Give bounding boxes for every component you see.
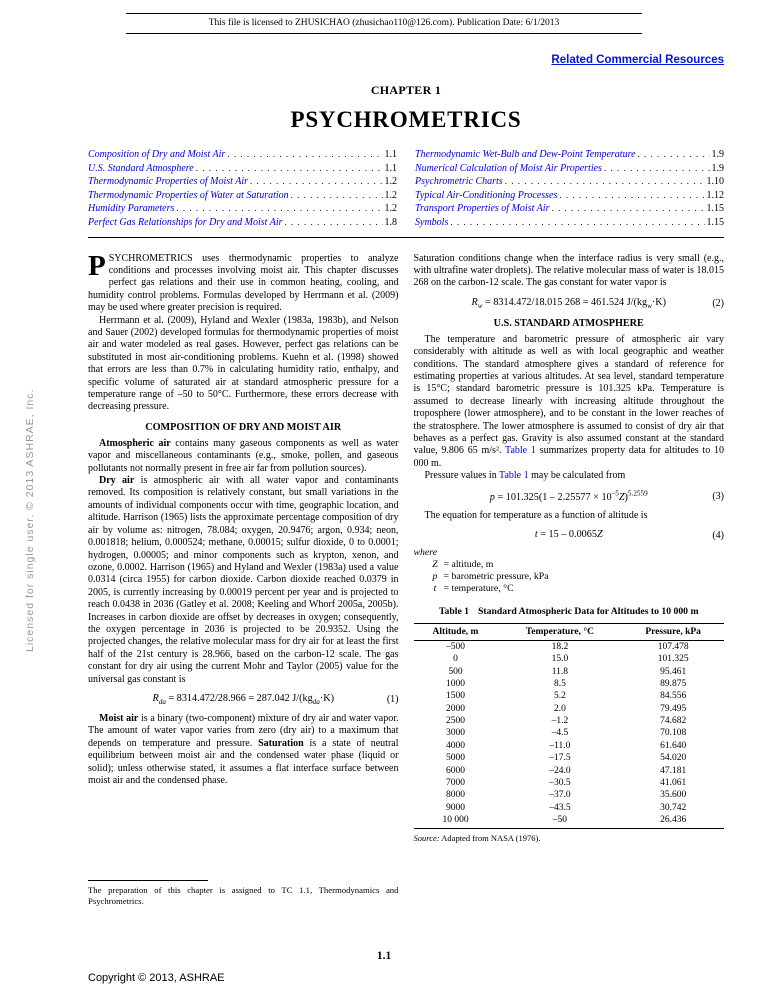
equation-1-tail: ·K) (319, 692, 335, 704)
table-caption-title: Standard Atmospheric Data for Altitudes to 10 000 m (478, 605, 699, 617)
toc-item (415, 216, 724, 230)
table-cell: 11.8 (551, 666, 569, 677)
toc-dot-leader (250, 175, 383, 189)
table-row (414, 665, 725, 677)
table-row (414, 752, 725, 764)
table-cell: 89.875 (660, 678, 687, 689)
toc-item (88, 189, 397, 203)
table-row (414, 678, 725, 690)
toc-link-symbols[interactable]: Symbols (415, 216, 449, 228)
equation-2 (414, 297, 725, 310)
table-row (414, 703, 725, 715)
table-row (414, 653, 725, 665)
toc-dot-leader (559, 189, 704, 203)
toc-page-number: 1.9 (711, 162, 724, 174)
table-cell: 4000 (446, 740, 465, 751)
table-row (414, 764, 725, 776)
table-caption (414, 606, 725, 617)
toc-dot-leader (196, 162, 383, 176)
table-cell: 54.020 (660, 753, 687, 764)
toc-dot-leader (604, 162, 710, 176)
paragraph-herrmann: Herrmann et al. (2009), Hyland and Wexler (1983a, 1983b), and Nelson and Sauer (2002) developed formulas for thermodynamic properties of moist air and water modeled as real gases. However, perfect gas relations can be substituted in most air-conditioning problems. Kuehn et al. (1998) showed that errors are less than 0.7% in calculating humidity ratio, enthalpy, and specific volume of saturated air at standard atmospheric pressure for a temperature range of –50 to 50°C. Furthermore, these errors decrease with decreasing pressure. (88, 314, 399, 413)
table-cell: –17.5 (549, 753, 571, 764)
equation-1-number: (1) (386, 693, 399, 705)
toc-item (415, 162, 724, 176)
equation-3-expression-2: ) (624, 492, 628, 504)
term-atmospheric-air: Atmospheric air (99, 437, 171, 449)
where-definition (414, 571, 725, 583)
table-row (414, 690, 725, 702)
table-cell: 1000 (446, 678, 465, 689)
equation-3-variable-z: Z (618, 492, 625, 504)
equation-3-body (489, 489, 648, 504)
definition-p: = barometric pressure, kPa (443, 571, 549, 583)
table-cell: 41.061 (660, 777, 687, 788)
table-cell: 2.0 (553, 703, 566, 714)
table-cell: –43.5 (549, 802, 571, 813)
table-source-text: Adapted from NASA (1976). (439, 833, 541, 844)
equation-3-exponent-1: –5 (611, 489, 619, 498)
paragraph-atmospheric-air-text: contains many gaseous components as well as water vapor and miscellaneous contaminants (e.g., smoke, pollen, and gaseous pollutants not normally present in free air far from pollution sources). (88, 437, 399, 474)
term-moist-air: Moist air (99, 713, 139, 724)
table-cell: 0 (453, 654, 458, 665)
table-cell: 2000 (446, 703, 465, 714)
toc-dot-leader (227, 148, 382, 162)
table-cell: 79.495 (660, 703, 687, 714)
table-cell: 10 000 (414, 814, 498, 829)
atmospheric-data-table (414, 606, 725, 843)
table-cell: –50 (498, 814, 623, 829)
table-caption-label: Table 1 (438, 605, 470, 617)
equation-4-expression: = 15 – 0.0065 (537, 529, 597, 541)
equation-3-variable: p (489, 492, 495, 504)
table-cell: –37.0 (549, 790, 571, 801)
toc-left-column (88, 148, 397, 230)
equation-3-number: (3) (712, 490, 724, 502)
table-cell: 8000 (446, 790, 465, 801)
table-cell: 3000 (446, 728, 465, 739)
table-row (414, 802, 725, 814)
table-cell: –1.2 (551, 716, 569, 727)
toc-dot-leader (505, 175, 705, 189)
where-label: where (413, 547, 438, 559)
equation-1-variable: R (152, 692, 159, 704)
equation-1-expression: = 8314.472/28.966 = 287.042 J/(kg (165, 692, 313, 704)
body-columns (88, 249, 724, 909)
equation-3-expression-1: = 101.325(1 – 2.25577 × 10 (494, 492, 612, 504)
table-cell: 7000 (446, 777, 465, 788)
left-column (88, 249, 399, 909)
license-header-text: This file is licensed to ZHUSICHAO (zhusichao110@126.com). Publication Date: 6/1/2013 (208, 18, 560, 28)
table-cell: 35.600 (660, 790, 687, 801)
paragraph-moist-air-text-1: is a binary (two-component) mixture of dry air and water vapor. The amount of water vapor varies from zero (dry air) to a maximum that depends on temperature and pressure. (88, 713, 399, 749)
toc-link-water-saturation[interactable]: Thermodynamic Properties of Water at Saturation (88, 189, 289, 201)
paragraph-pressure-values-text-1: Pressure values in (424, 470, 500, 482)
equation-1-unit-subscript: da (312, 698, 320, 706)
table-cell: 2500 (446, 716, 465, 727)
table-row (414, 789, 725, 801)
equation-1-body (152, 693, 334, 704)
license-header (126, 13, 642, 34)
toc-dot-leader (176, 202, 382, 216)
table-cell: 5000 (446, 753, 465, 764)
toc-page-number: 1.2 (384, 203, 397, 215)
section-heading-composition: COMPOSITION OF DRY AND MOIST AIR (145, 421, 342, 433)
paragraph-pressure-values (414, 470, 725, 482)
term-dry-air: Dry air (99, 475, 135, 487)
equation-3-exponent-2: 5.2559 (627, 489, 648, 498)
footnote-divider (88, 880, 208, 881)
equation-4-number: (4) (712, 530, 724, 542)
table-row (414, 740, 725, 752)
paragraph-dry-air-text: is atmospheric air with all water vapor and contaminants removed. Its composition is relatively constant, but small variations in the amounts of individual components occur with time, geographic location, and altitude. Harrison (1965) lists the approximate percentage composition of dry air by volume as: nitrogen, 78.084; oxygen, 20.9476; argon, 0.934; neon, 0.001818; helium, 0.000524; methane, 0.00015; sulfur dioxide, 0 to 0.0001; hydrogen, 0.00005; and minor components such as krypton, xenon, and ozone, 0.0002. Harrison (1965) and Hyland and Wexler (1983a) used a value 0.0314 (circa 1955) for carbon dioxide. Carbon dioxide reached 0.0379 in 2005, is currently increasing by 0.00019 percent per year and is projected to reach 0.0438 in 2036 (Gatley et al. 2008; Keeling and Whorf 2005a, 2005b). Increases in carbon dioxide are offset by decreases in oxygen; consequently, the oxygen percentage in 2036 is projected to be 20.9352. Using the projected changes, the relative molecular mass for dry air for at least the first half of the 21st century is 28.966, based on the carbon-12 scale. The gas constant for dry air using the current Mohr and Taylor (2005) value for the universal gas constant is (88, 475, 399, 685)
table-cell: 15.0 (551, 654, 569, 665)
paragraph-pressure-values-text-2: may be calculated from (528, 470, 626, 482)
toc-link-air-conditioning-processes[interactable]: Typical Air-Conditioning Processes (415, 189, 558, 201)
paragraph-standard-atmosphere-text-2: summarizes property data for altitudes to 10 000 m. (413, 445, 724, 469)
toc-item (88, 175, 397, 189)
table-row (414, 814, 725, 829)
toc-link-numerical-calculation[interactable]: Numerical Calculation of Moist Air Properties (415, 162, 602, 174)
paragraph-dry-air (88, 475, 399, 686)
equation-2-subscript: w (477, 301, 483, 310)
toc-link-wet-bulb-dew-point[interactable]: Thermodynamic Wet-Bulb and Dew-Point Temperature (415, 149, 636, 160)
equation-2-body (471, 297, 666, 308)
table-source-label: Source: (413, 833, 440, 844)
table-cell: 6000 (446, 765, 465, 776)
equation-2-unit-subscript: w (647, 301, 652, 310)
toc-page-number: 1.15 (706, 216, 724, 228)
page-number: 1.1 (376, 950, 392, 962)
where-block (414, 547, 725, 594)
table-row (414, 777, 725, 789)
table-cell: 101.325 (657, 654, 689, 665)
table-row (414, 640, 725, 653)
definition-z: = altitude, m (443, 559, 494, 571)
table-cell: 74.682 (660, 716, 687, 727)
table-cell: 95.461 (660, 666, 687, 677)
symbol-t: t (433, 582, 437, 594)
toc-link-humidity-parameters[interactable]: Humidity Parameters (88, 203, 175, 215)
paragraph-standard-atmosphere-text-1: The temperature and barometric pressure of atmospheric air vary considerably with altitude as well as with local geographic and weather conditions. The standard atmosphere gives a standard of reference for estimating properties at various altitudes. At sea level, standard temperature is 15°C; standard barometric pressure is 101.325 kPa. Temperature is assumed to decrease linearly with increasing altitude throughout the troposphere (lower atmosphere), and to be constant in the lower reaches of the stratosphere. The lower atmosphere is assumed to consist of dry air that behaves as a perfect gas. Gravity is also assumed constant at the standard value, 9.806 65 m/s². (413, 333, 724, 457)
table-cell: 47.181 (660, 765, 687, 776)
toc-item (415, 148, 724, 162)
toc-divider (88, 237, 724, 238)
toc-page-number: 1.1 (384, 162, 397, 174)
paragraph-temperature-equation: The equation for temperature as a function of altitude is (424, 510, 648, 522)
toc-item (415, 202, 724, 216)
table-cell: –11.0 (549, 740, 571, 751)
table-cell: –24.0 (549, 765, 571, 776)
term-saturation: Saturation (258, 737, 304, 749)
toc-link-standard-atmosphere[interactable]: U.S. Standard Atmosphere (88, 162, 194, 174)
paragraph-moist-air (88, 713, 399, 787)
where-definition (414, 583, 725, 595)
page-title: PSYCHROMETRICS (290, 107, 522, 132)
footnote-text: The preparation of this chapter is assigned to TC 1.1, Thermodynamics and Psychrometrics. (88, 885, 399, 906)
table-header-row (414, 623, 725, 640)
paragraph-saturation-conditions: Saturation conditions change when the interface radius is very small (e.g., with ultrafine water droplets). The relative molecular mass of water is 18.015 268 on the carbon-12 scale. The gas constant for water vapor is (413, 252, 724, 289)
toc-page-number: 1.2 (384, 176, 397, 188)
toc-dot-leader (638, 148, 710, 162)
equation-4-body (535, 529, 603, 540)
toc (88, 148, 724, 230)
toc-page-number: 1.8 (384, 216, 397, 228)
toc-page-number: 1.1 (384, 149, 397, 160)
toc-item (88, 202, 397, 216)
chapter-label: CHAPTER 1 (370, 83, 442, 97)
paragraph-moist-air-text-2: is a state of neutral equilibrium between moist air and the condensed water phase (liquid or solid); unless otherwise stated, it assumes a flat interface surface between moist air and the condensed phase. (88, 737, 399, 787)
toc-link-transport-properties[interactable]: Transport Properties of Moist Air (415, 203, 550, 215)
equation-3 (414, 490, 725, 503)
equation-2-number: (2) (712, 297, 724, 309)
table-cell: 26.436 (622, 814, 724, 829)
table-cell: 107.478 (657, 641, 689, 652)
table-cell: 5.2 (553, 691, 566, 702)
table-cell: 18.2 (551, 641, 569, 652)
toc-link-perfect-gas[interactable]: Perfect Gas Relationships for Dry and Moist Air (88, 216, 283, 228)
toc-link-properties-moist-air[interactable]: Thermodynamic Properties of Moist Air (88, 176, 248, 188)
related-commercial-resources-link[interactable]: Related Commercial Resources (551, 54, 724, 66)
table-1-link[interactable]: Table 1 (505, 445, 536, 457)
toc-page-number: 1.9 (711, 149, 724, 160)
table-row (414, 715, 725, 727)
paragraph-standard-atmosphere (414, 334, 725, 470)
toc-item (88, 216, 397, 230)
where-definition (414, 559, 725, 571)
equation-4-variable: t (534, 529, 538, 541)
toc-link-composition[interactable]: Composition of Dry and Moist Air (88, 149, 226, 160)
paragraph-atmospheric-air (88, 438, 399, 475)
table-cell: 8.5 (553, 678, 566, 689)
table-cell: 70.108 (660, 728, 687, 739)
toc-item (415, 175, 724, 189)
table-cell: –500 (446, 641, 465, 652)
table-cell: 30.742 (660, 802, 687, 813)
license-sidebar-vertical: Licensed for single user. © 2013 ASHRAE, Inc. (24, 388, 36, 652)
dropcap-letter: P (88, 249, 106, 282)
toc-dot-leader (551, 202, 704, 216)
table-source-note (414, 833, 725, 843)
paragraph-intro-text: SYCHROMETRICS uses thermodynamic properties to analyze conditions and processes involving moist air. This chapter discusses perfect gas relations and their use in common heating, cooling, and humidity control problems. Formulas developed by Herrmann et al. (2009) may be used where greater precision is required. (88, 252, 399, 314)
right-column (414, 253, 725, 909)
toc-link-psychrometric-charts[interactable]: Psychrometric Charts (415, 176, 503, 188)
section-heading-standard-atmosphere: U.S. STANDARD ATMOSPHERE (493, 317, 644, 329)
symbol-p: p (432, 571, 438, 583)
table-cell: 61.640 (660, 740, 687, 751)
toc-dot-leader (450, 216, 704, 230)
table-row (414, 727, 725, 739)
column-header-temperature: Temperature, °C (498, 623, 623, 640)
definition-t: = temperature, °C (443, 582, 514, 594)
toc-dot-leader (285, 216, 383, 230)
table-1-link[interactable]: Table 1 (499, 470, 529, 482)
page-content (88, 50, 724, 909)
toc-page-number: 1.10 (706, 176, 724, 188)
equation-2-variable: R (471, 296, 478, 308)
equation-2-expression: = 8314.472/18.015 268 = 461.524 J/(kg (482, 296, 648, 308)
table-cell: 1500 (446, 691, 465, 702)
toc-page-number: 1.2 (384, 189, 397, 201)
toc-item (88, 148, 397, 162)
paragraph-intro (88, 249, 399, 315)
toc-page-number: 1.12 (706, 189, 724, 201)
table-cell: 500 (448, 666, 463, 677)
equation-1-subscript: da (158, 698, 166, 706)
toc-right-column (415, 148, 724, 230)
related-link-row (88, 50, 724, 68)
equation-2-tail: ·K) (651, 296, 667, 308)
symbol-z: Z (432, 559, 438, 571)
table-cell: –30.5 (549, 777, 571, 788)
equation-4-variable-z: Z (596, 529, 603, 541)
table-cell: 9000 (446, 802, 465, 813)
toc-page-number: 1.15 (706, 203, 724, 215)
toc-dot-leader (291, 189, 383, 203)
footnote (88, 880, 399, 906)
table-cell: –4.5 (551, 728, 569, 739)
equation-1 (88, 693, 399, 706)
table-1-grid (414, 623, 725, 829)
copyright-notice: Copyright © 2013, ASHRAE (88, 972, 225, 984)
table-cell: 84.556 (660, 691, 687, 702)
column-header-pressure: Pressure, kPa (622, 623, 724, 640)
column-header-altitude: Altitude, m (414, 623, 498, 640)
equation-4 (414, 529, 725, 540)
toc-item (415, 189, 724, 203)
toc-item (88, 162, 397, 176)
